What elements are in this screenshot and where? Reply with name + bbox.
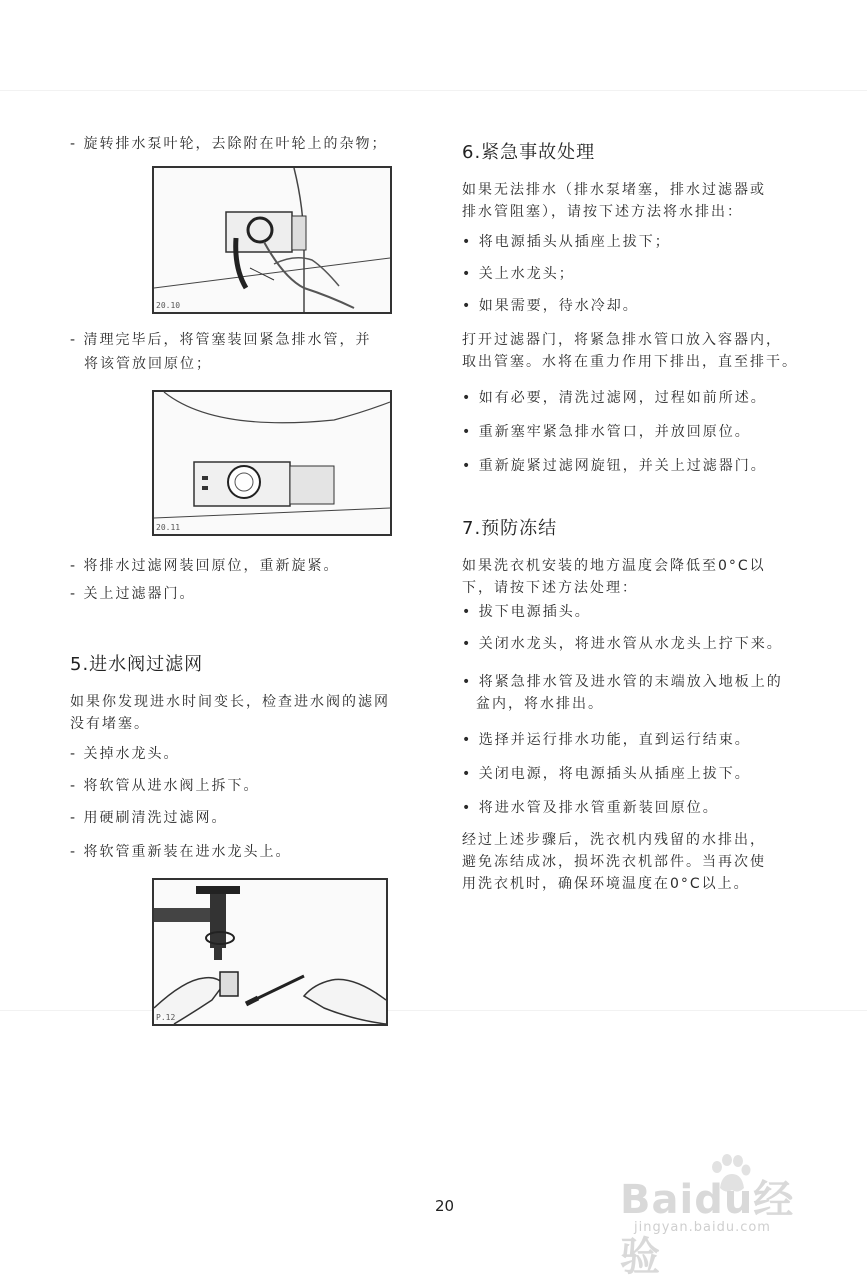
step-rotate-impeller: - 旋转排水泵叶轮，去除附在叶轮上的杂物；	[70, 136, 388, 152]
section7-bullet3-line2: 盆内，将水排出。	[476, 696, 604, 712]
figure-label: P.12	[156, 1013, 176, 1022]
baidu-jingyan-watermark	[612, 1150, 832, 1280]
drain-pump-illustration	[154, 168, 390, 312]
section5-intro-line2: 没有堵塞。	[70, 716, 150, 732]
section6-bullet4: • 如有必要，清洗过滤网，过程如前所述。	[462, 390, 767, 406]
section6-bullet3: • 如果需要，待水冷却。	[462, 298, 639, 314]
page-number: 20	[435, 1197, 455, 1215]
section7-closing-line2: 避免冻结成冰，损坏洗衣机部件。当再次使	[462, 854, 766, 870]
figure-label: 20.11	[156, 523, 181, 532]
section6-intro-line1: 如果无法排水（排水泵堵塞，排水过滤器或	[462, 182, 766, 198]
section7-closing-line3: 用洗衣机时，确保环境温度在0°C以上。	[462, 876, 750, 892]
section7-title: 7.预防冻结	[462, 518, 558, 539]
scan-line	[0, 90, 867, 91]
scan-line	[0, 1010, 867, 1011]
section5-intro-line1: 如果你发现进水时间变长，检查进水阀的滤网	[70, 694, 390, 710]
section6-bullet5: • 重新塞牢紧急排水管口，并放回原位。	[462, 424, 751, 440]
figure-label: 20.10	[156, 301, 181, 310]
step-reinsert-line2: 将该管放回原位；	[84, 356, 212, 372]
section6-bullet1: • 将电源插头从插座上拔下；	[462, 234, 671, 250]
section5-step4: - 将软管重新装在进水龙头上。	[70, 844, 292, 860]
section5-step2: - 将软管从进水阀上拆下。	[70, 778, 260, 794]
watermark-main: Baidu经验	[620, 1177, 795, 1280]
section7-bullet1: • 拔下电源插头。	[462, 604, 591, 620]
step-close-door: - 关上过滤器门。	[70, 586, 196, 602]
step-filter-back: - 将排水过滤网装回原位，重新旋紧。	[70, 558, 340, 574]
section5-step1: - 关掉水龙头。	[70, 746, 180, 762]
section7-intro-line2: 下，请按下述方法处理：	[462, 580, 638, 596]
figure-filter-cover	[152, 390, 392, 536]
section7-bullet2: • 关闭水龙头，将进水管从水龙头上拧下来。	[462, 636, 783, 652]
watermark-sub: jingyan.baidu.com	[634, 1220, 771, 1235]
section7-closing-line1: 经过上述步骤后，洗衣机内残留的水排出，	[462, 832, 766, 848]
section6-title: 6.紧急事故处理	[462, 142, 596, 163]
section7-bullet5: • 关闭电源，将电源插头从插座上拔下。	[462, 766, 751, 782]
section7-intro-line1: 如果洗衣机安装的地方温度会降低至0°C以	[462, 558, 766, 574]
section7-bullet4: • 选择并运行排水功能，直到运行结束。	[462, 732, 751, 748]
figure-drain-pump	[152, 166, 392, 314]
section5-title: 5.进水阀过滤网	[70, 654, 204, 675]
step-reinsert-line1: - 清理完毕后，将管塞装回紧急排水管，并	[70, 332, 372, 348]
section6-bullet2: • 关上水龙头；	[462, 266, 575, 282]
inlet-filter-illustration	[154, 880, 386, 1024]
figure-inlet-filter	[152, 878, 388, 1026]
filter-cover-illustration	[154, 392, 390, 534]
section6-para2-line1: 打开过滤器门，将紧急排水管口放入容器内，	[462, 332, 782, 348]
section5-step3: - 用硬刷清洗过滤网。	[70, 810, 228, 826]
section6-intro-line2: 排水管阻塞），请按下述方法将水排出：	[462, 204, 743, 220]
section6-bullet6: • 重新旋紧过滤网旋钮，并关上过滤器门。	[462, 458, 767, 474]
section7-bullet6: • 将进水管及排水管重新装回原位。	[462, 800, 719, 816]
section7-bullet3-line1: • 将紧急排水管及进水管的末端放入地板上的	[462, 674, 783, 690]
section6-para2-line2: 取出管塞。水将在重力作用下排出，直至排干。	[462, 354, 798, 370]
